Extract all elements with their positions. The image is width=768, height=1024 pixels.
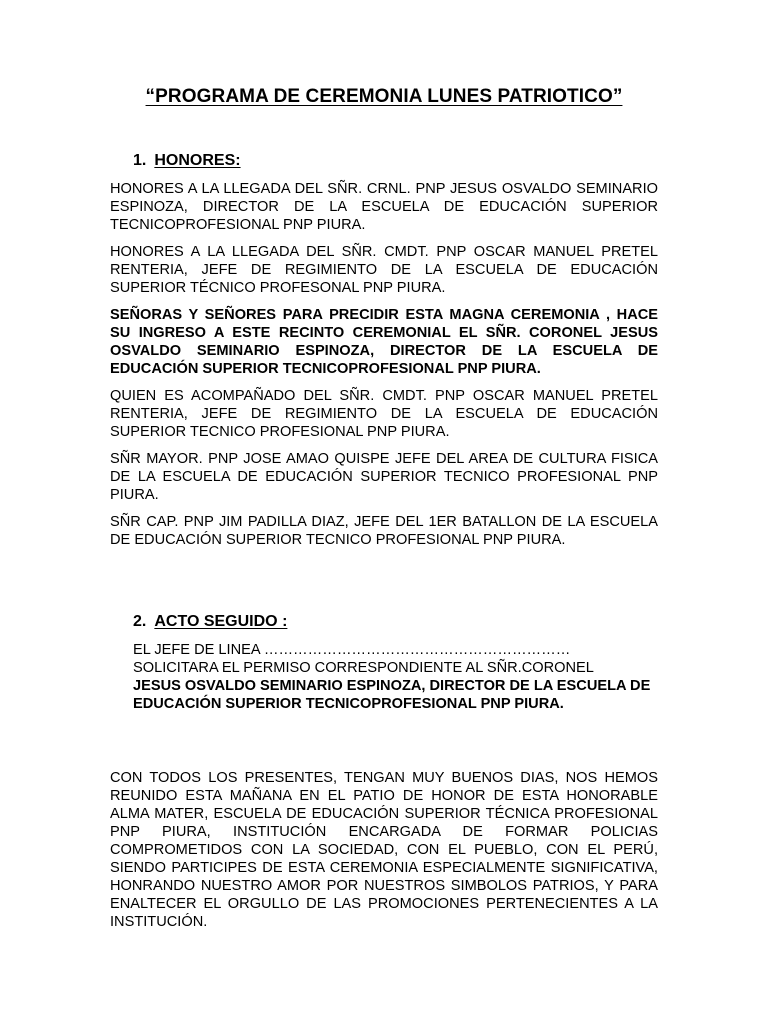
closing-paragraph: CON TODOS LOS PRESENTES, TENGAN MUY BUENOS DIAS, NOS HEMOS REUNIDO ESTA MAÑANA EN EL PATIO DE HONOR DE ESTA HONORABLE ALMA MATER, ESCUELA DE EDUCACIÓN SUPERIOR TÉCNICA PROFESIONAL PNP PIURA, INSTITUCIÓN ENCARGADA DE FORMAR POLICIAS COMPROMETIDOS CON LA SOCIEDAD, CON EL PUEBLO, CON EL PERÚ, SIENDO PARTICIPES DE ESTA CEREMONIA ESPECIALMENTE SIGNIFICATIVA, HONRANDO NUESTRO AMOR POR NUESTROS SIMBOLOS PATRIOS, Y PARA ENALTECER EL ORGULLO DE LAS PROMOCIONES PERTENECIENTES A LA INSTITUCIÓN. <box>110 770 658 930</box>
solicitara-permiso-line: SOLICITARA EL PERMISO CORRESPONDIENTE AL SÑR.CORONEL <box>133 660 594 676</box>
paragraph-ingreso-coronel: SEÑORAS Y SEÑORES PARA PRECIDIR ESTA MAGNA CEREMONIA , HACE SU INGRESO A ESTE RECINTO CEREMONIAL EL SÑR. CORONEL JESUS OSVALDO SEMINARIO ESPINOZA, DIRECTOR DE LA ESCUELA DE EDUCACIÓN SUPERIOR TECNICOPROFESIONAL PNP PIURA. <box>110 307 658 377</box>
section-1-title: HONORES: <box>154 152 241 169</box>
paragraph-mayor: SÑR MAYOR. PNP JOSE AMAO QUISPE JEFE DEL AREA DE CULTURA FISICA DE LA ESCUELA DE EDUCACIÓN SUPERIOR TECNICO PROFESIONAL PNP PIURA. <box>110 451 658 503</box>
section-2-heading <box>133 613 287 631</box>
closing-section <box>110 769 658 940</box>
section-1-body <box>110 180 658 558</box>
section-2-number: 2. <box>133 613 147 630</box>
section-1-number: 1. <box>133 152 147 169</box>
paragraph-capitan: SÑR CAP. PNP JIM PADILLA DIAZ, JEFE DEL 1ER BATALLON DE LA ESCUELA DE EDUCACIÓN SUPERIOR TECNICO PROFESIONAL PNP PIURA. <box>110 514 658 548</box>
paragraph-honores-jefe-regimiento: HONORES A LA LLEGADA DEL SÑR. CMDT. PNP OSCAR MANUEL PRETEL RENTERIA, JEFE DE REGIMIENTO DE LA ESCUELA DE EDUCACIÓN SUPERIOR TÉCNICO PROFESONAL PNP PIURA. <box>110 244 658 296</box>
section-2-body <box>133 641 658 713</box>
jefe-de-linea-line: EL JEFE DE LINEA ……………………………………………………… <box>133 642 571 658</box>
document-title: “PROGRAMA DE CEREMONIA LUNES PATRIOTICO” <box>145 86 623 107</box>
coronel-name-text: JESUS OSVALDO SEMINARIO ESPINOZA, DIRECTOR DE LA ESCUELA DE EDUCACIÓN SUPERIOR TECNICOPROFESIONAL PNP PIURA. <box>133 678 651 712</box>
section-1-heading <box>133 152 241 170</box>
section-2-title: ACTO SEGUIDO : <box>154 613 288 630</box>
paragraph-honores-director: HONORES A LA LLEGADA DEL SÑR. CRNL. PNP JESUS OSVALDO SEMINARIO ESPINOZA, DIRECTOR DE LA ESCUELA DE EDUCACIÓN SUPERIOR TECNICOPROFESIONAL PNP PIURA. <box>110 181 658 233</box>
paragraph-acompanado: QUIEN ES ACOMPAÑADO DEL SÑR. CMDT. PNP OSCAR MANUEL PRETEL RENTERIA, JEFE DE REGIMIENTO DE LA ESCUELA DE EDUCACIÓN SUPERIOR TECNICO PROFESIONAL PNP PIURA. <box>110 388 658 440</box>
